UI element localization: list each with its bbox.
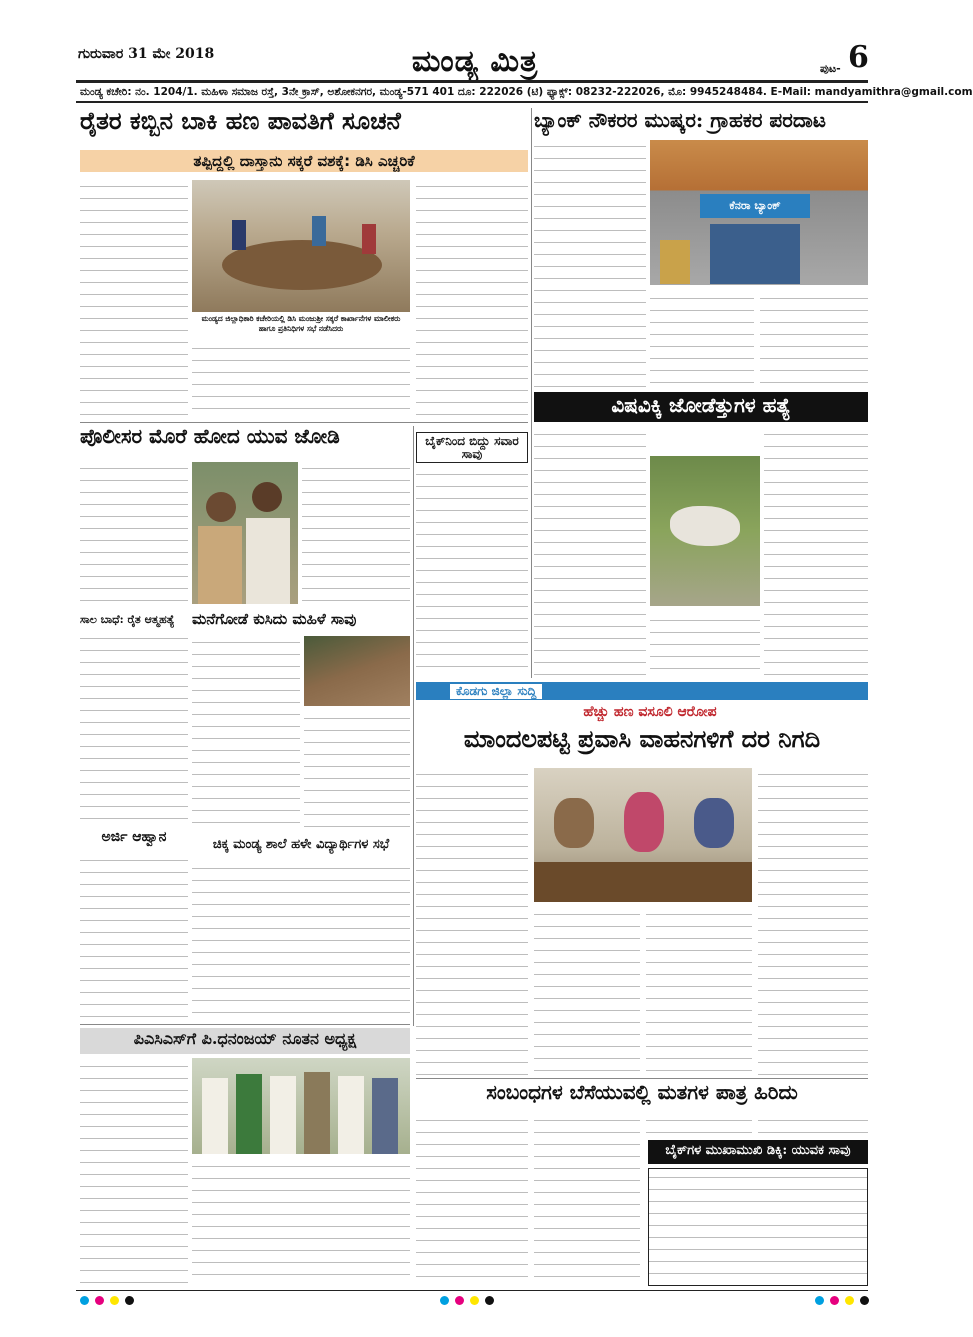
bank-body-col3: [760, 290, 868, 388]
relations-body-col1: [416, 1112, 528, 1286]
police-body-col1: [80, 460, 188, 610]
application-body: [80, 852, 188, 1024]
taxi-headline: ಮಾಂದಲಪಟ್ಟಿ ಪ್ರವಾಸಿ ವಾಹನಗಳಿಗೆ ದರ ನಿಗದಿ: [463, 724, 821, 753]
kodagu-band-label: ಕೊಡಗು ಜಿಲ್ಲಾ ಸುದ್ದಿ: [450, 684, 542, 699]
taxi-body-col1: [416, 766, 528, 1076]
house-body-col1: [192, 634, 300, 834]
bank-body-col1: [534, 138, 646, 388]
relations-body-col3: [646, 1112, 752, 1138]
application-headline: ಅರ್ಜಿ ಆಹ್ವಾನ: [101, 829, 167, 845]
taxi-kicker: ಹೆಚ್ಚು ಹಣ ವಸೂಲಿ ಆರೋಪ: [583, 704, 717, 720]
farmers-body-col3: [416, 178, 528, 418]
relations-body-col2: [534, 1112, 640, 1286]
kodagu-band: [416, 682, 868, 700]
farmers-subhead: ತಪ್ಪಿದ್ದಲ್ಲಿ ದಾಸ್ತಾನು ಸಕ್ಕರೆ ವಶಕ್ಕೆ: ಡಿಸಿ ಎಚ್ಚರಿಕೆ: [80, 150, 528, 172]
poison-body-col2: [650, 612, 760, 676]
house-body-col2: [304, 710, 410, 834]
accident-body: [648, 1168, 868, 1286]
debt-headline: ಸಾಲ ಬಾಧೆ: ರೈತ ಆತ್ಮಹತ್ಯೆ: [80, 613, 175, 626]
registration-dots-center: [440, 1296, 494, 1305]
relations-body-col4: [758, 1112, 868, 1138]
poison-body-col3: [764, 426, 868, 676]
bank-body-col2: [650, 290, 754, 388]
poison-headline: ವಿಷವಿಕ್ಕಿ ಜೋಡೆತ್ತುಗಳ ಹತ್ಯೆ: [534, 392, 868, 422]
masthead: ಮಂಡ್ಯ ಮಿತ್ರ: [411, 44, 539, 79]
accident-headline: ಬೈಕ್‌ಗಳ ಮುಖಾಮುಖಿ ಡಿಕ್ಕಿ: ಯುವಕ ಸಾವು: [648, 1140, 868, 1164]
bike-headline: ಬೈಕ್‌ನಿಂದ ಬಿದ್ದು ಸವಾರ ಸಾವು: [416, 432, 528, 463]
section-rule: [80, 422, 528, 423]
farmers-headline: ರೈತರ ಕಬ್ಬಿನ ಬಾಕಿ ಹಣ ಪಾವತಿಗೆ ಸೂಚನೆ: [80, 106, 401, 135]
police-body-col2: [302, 460, 410, 610]
bulls-photo: [650, 456, 760, 606]
footer-rule: [76, 1290, 868, 1291]
debt-body: [80, 630, 188, 826]
house-headline: ಮನೆಗೋಡೆ ಕುಸಿದು ಮಹಿಳೆ ಸಾವು: [192, 610, 357, 628]
section-rule: [80, 1024, 410, 1025]
header-rule-2: [76, 101, 868, 103]
poison-body-col1: [534, 426, 646, 676]
page-label: ಪುಟ-: [820, 62, 841, 75]
column-rule: [531, 108, 532, 678]
pacs-headline: ಪಿಎಸಿಎಸ್‌ಗೆ ಪಿ.ಧನಂಜಯ್ ನೂತನ ಅಧ್ಯಕ್ಷ: [80, 1028, 410, 1054]
farmers-body-col1: [80, 178, 188, 418]
pacs-body-col2: [192, 1158, 410, 1286]
bike-body: [416, 466, 528, 676]
farmers-body-col2: [192, 340, 410, 418]
pacs-group-photo: [192, 1058, 410, 1154]
couple-photo: [192, 462, 298, 604]
pacs-body-col1: [80, 1058, 188, 1286]
taxi-body-col2: [534, 906, 640, 1076]
bank-headline: ಬ್ಯಾಂಕ್ ನೌಕರರ ಮುಷ್ಕರ: ಗ್ರಾಹಕರ ಪರದಾಟ: [534, 108, 826, 132]
school-headline: ಚಿಕ್ಕ ಮಂಡ್ಯ ಶಾಲೆ ಹಳೇ ವಿದ್ಯಾರ್ಥಿಗಳ ಸಭೆ: [212, 837, 390, 852]
relations-headline: ಸಂಬಂಧಗಳ ಬೆಸೆಯುವಲ್ಲಿ ಮತಗಳ ಪಾತ್ರ ಹಿರಿದು: [486, 1080, 798, 1104]
farmers-photo-caption: ಮಂಡ್ಯದ ಜಿಲ್ಲಾಧಿಕಾರಿ ಕಚೇರಿಯಲ್ಲಿ ಡಿಸಿ ಮಂಜುಶ್ರೀ ಸಕ್ಕರೆ ಕಾರ್ಖಾನೆಗಳ ಮಾಲೀಕರು ಹಾಗೂ ಪ್ರತಿನಿಧಿಗಳ ಸಭೆ ನಡೆಸಿದರು: [201, 314, 401, 333]
collapsed-wall-photo: [304, 636, 410, 706]
bank-sign: ಕೆನರಾ ಬ್ಯಾಂಕ್: [700, 194, 810, 218]
section-rule: [416, 1078, 868, 1079]
school-body: [192, 860, 410, 1024]
bank-photo: [650, 140, 868, 285]
header-rule: [76, 80, 868, 83]
registration-dots-right: [815, 1296, 869, 1305]
farmers-meeting-photo: [192, 180, 410, 312]
registration-dots-left: [80, 1296, 134, 1305]
column-rule: [413, 426, 414, 1026]
taxi-body-col3: [646, 906, 752, 1076]
page-number: 6: [848, 40, 869, 75]
issue-date: ಗುರುವಾರ 31 ಮೇ 2018: [78, 46, 215, 62]
address-line: ಮಂಡ್ಯ ಕಚೇರಿ: ನಂ. 1204/1. ಮಹಿಳಾ ಸಮಾಜ ರಸ್ತೆ, 3ನೇ ಕ್ರಾಸ್, ಅಶೋಕನಗರ, ಮಂಡ್ಯ-571 401 ದೂ: 222026 (ಟಿ) ಫ್ಯಾಕ್ಸ್: 08232-222026, ಮೊ: 9945248484. E-Mail: mandyamithra@gmail.com: [80, 86, 973, 98]
taxi-meeting-photo: [534, 768, 752, 902]
taxi-body-col4: [758, 766, 868, 1076]
police-headline: ಪೊಲೀಸರ ಮೊರೆ ಹೋದ ಯುವ ಜೋಡಿ: [80, 424, 340, 448]
